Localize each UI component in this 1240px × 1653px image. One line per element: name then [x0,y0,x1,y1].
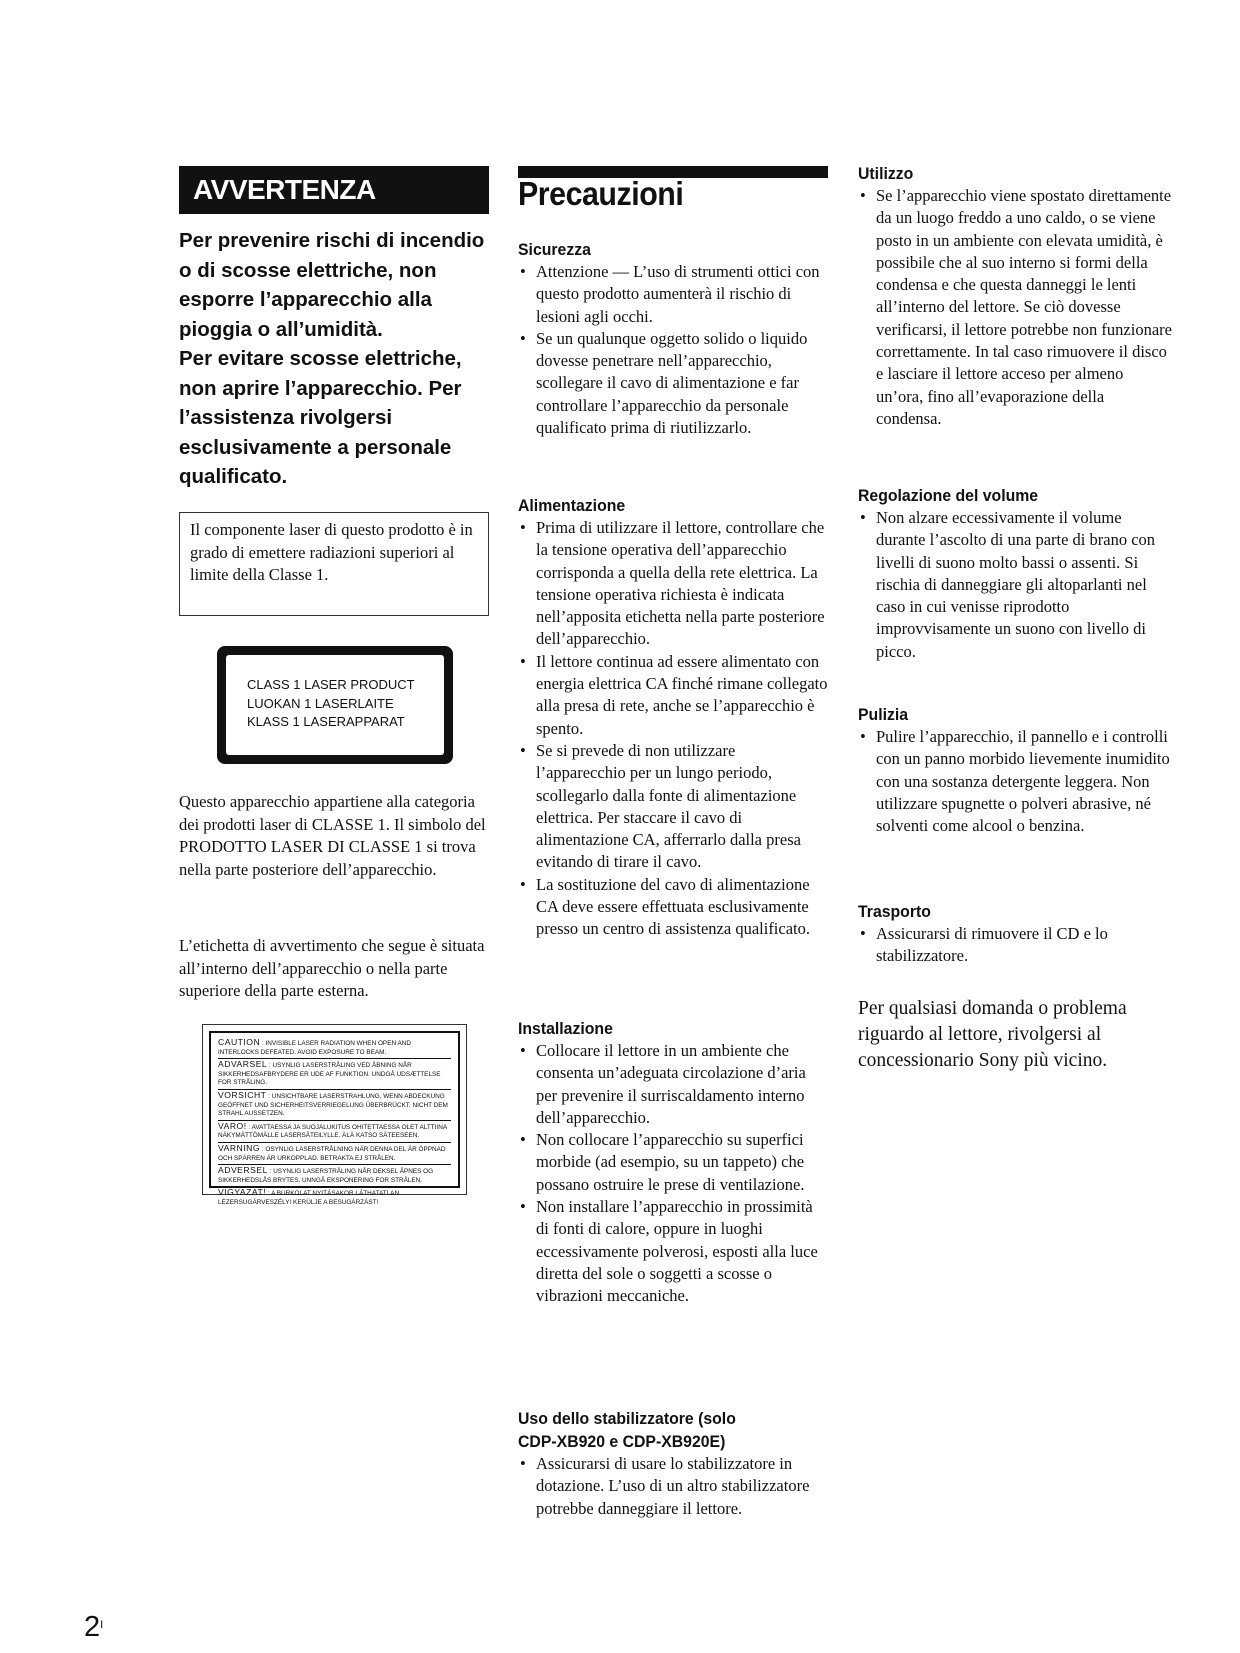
warning-line-1: Per prevenire rischi di incendio o di scosse elettriche, non esporre l’apparecchio alla pioggia o all’umidità. [179,229,485,341]
class1-line-2: LUOKAN 1 LASERLAITE [247,695,394,711]
caution-row: VARO! : AVATTAESSA JA SUOJALUKITUS OHITETTAESSA OLET ALTTIINA NÄKYMÄTTÖMÄLLE LASERSÄTEILYLLE. ÄLÄ KATSO SÄTEESEEN. [218,1122,451,1143]
section-heading: Trasporto [858,902,931,921]
caution-row: CAUTION : INVISIBLE LASER RADIATION WHEN OPEN AND INTERLOCKS DEFEATED. AVOID EXPOSURE TO BEAM. [218,1038,451,1059]
section-sicurezza [518,238,828,439]
section-alimentazione [518,494,828,941]
laser-class-paragraph: Questo apparecchio appartiene alla categoria dei prodotti laser di CLASSE 1. Il simbolo del PRODOTTO LASER DI CLASSE 1 si trova nella parte posteriore dell’apparecchio. [179,792,486,879]
class1-line-3: KLASS 1 LASERAPPARAT [247,714,405,729]
caution-row: ADVERSEL : USYNLIG LASERSTRÅLING NÅR DEKSEL ÅPNES OG SIKKERHEDSLÅS BRYTES. UNNGÅ EKSPONERING FOR STRÅLEN. [218,1166,451,1187]
caution-row: VIGYAZAT! : A BURKOLAT NYITÁSAKOR LÁTHATATLAN LÉZERSUGÁRVESZÉLY! KERÜLJE A BESUGÁRZÁST! [218,1187,400,1206]
section-installazione [518,1017,828,1308]
final-note: Per qualsiasi domanda o problema riguardo al lettore, rivolgersi al concessionario Sony più vicino. [858,998,1127,1071]
section-heading: Uso dello stabilizzatore (solo [518,1409,736,1428]
caution-row: VORSICHT : UNSICHTBARE LASERSTRAHLUNG, WENN ABDECKUNG GEÖFFNET UND SICHERHEITSVERRIEGELUNG ÜBERBRÜCKT. NICHT DEM STRAHL AUSSETZEN. [218,1091,451,1121]
caution-row: VARNING : OSYNLIG LASERSTRÅLNING NÄR DENNA DEL ÄR ÖPPNAD OCH SPÄRREN ÄR URKOPPLAD. BETRAKTA EJ STRÅLEN. [218,1144,451,1165]
list-item: • Assicurarsi di usare lo stabilizzatore in dotazione. L’uso di un altro stabilizzatore potrebbe danneggiare il lettore. [518,1453,828,1520]
warning-title: AVVERTENZA [179,166,489,214]
section-heading: Utilizzo [858,164,914,183]
section-heading: Regolazione del volume [858,486,1039,505]
section-stabilizzatore [518,1407,828,1520]
laser-notice-box: Il componente laser di questo prodotto è in grado di emettere radiazioni superiori al limite della Classe 1. [179,512,489,616]
list-item: • Non collocare l’apparecchio su superfici morbide (ad esempio, su un tappeto) che possano ostruire le prese di ventilazione. [518,1129,828,1196]
list-item: • La sostituzione del cavo di alimentazione CA deve essere effettuata esclusivamente presso un centro di assistenza qualificato. [518,874,828,941]
section-heading: CDP-XB920 e CDP-XB920E) [518,1432,726,1451]
section-trasporto [858,900,1173,968]
section-utilizzo [858,162,1173,430]
caution-row: ADVARSEL : USYNLIG LASERSTRÅLING VED ÅBNING NÅR SIKKERHEDSAFBRYDERE ER UDE AF FUNKTION. UNDGÅ UDSÆTTELSE FOR STRÅLING. [218,1060,451,1090]
section-heading: Pulizia [858,705,909,724]
section-heading: Alimentazione [518,496,626,515]
section-volume [858,484,1173,663]
class1-laser-label [217,646,453,764]
list-item: • Assicurarsi di rimuovere il CD e lo stabilizzatore. [858,923,1173,968]
list-item: • Non alzare eccessivamente il volume durante l’ascolto di una parte di brano con livelli di suono molto bassi o assenti. Si rischia di danneggiare gli altoparlanti nel caso in cui venisse riprodotto improvvisamente un suono con livello di picco. [858,507,1173,663]
page-suffix: I [100,1619,104,1631]
class1-line-1: CLASS 1 LASER PRODUCT [247,677,415,692]
list-item: • Attenzione — L’uso di strumenti ottici con questo prodotto aumenterà il rischio di lesioni agli occhi. [518,261,828,328]
list-item: • Prima di utilizzare il lettore, controllare che la tensione operativa dell’apparecchio corrisponda a quella della rete elettrica. La tensione operativa richiesta è indicata nell’apposita etichetta nella parte posteriore dell’apparecchio. [518,517,828,651]
page-number: $2^I$ [84,1611,104,1643]
list-item: • Se l’apparecchio viene spostato direttamente da un luogo freddo a uno caldo, o se viene posto in un ambiente con elevata umidità, è possibile che al suo interno si formi della condensa e che questa danneggi le lenti all’interno del lettore. Se ciò dovesse verificarsi, il lettore potrebbe non funzionare correttamente. In tal caso rimuovere il disco e lasciare il lettore acceso per almeno un’ora, fino all’evaporazione della condensa. [858,185,1173,430]
section-heading: Installazione [518,1019,613,1038]
precautions-title: Precauzioni [518,175,684,212]
label-location-paragraph: L’etichetta di avvertimento che segue è situata all’interno dell’apparecchio o nella parte superiore della parte esterna. [179,936,485,1000]
section-heading: Sicurezza [518,240,591,259]
list-item: • Collocare il lettore in un ambiente che consenta un’adeguata circolazione d’aria per prevenire il surriscaldamento interno dell’apparecchio. [518,1040,828,1129]
list-item: • Pulire l’apparecchio, il pannello e i controlli con un panno morbido lievemente inumidito con una sostanza detergente leggera. Non utilizzare spugnette o polveri abrasive, né solventi come alcool o benzina. [858,726,1173,837]
list-item: • Non installare l’apparecchio in prossimità di fonti di calore, oppure in luoghi eccessivamente polverosi, esposti alla luce diretta del sole o soggetti a scosse o vibrazioni meccaniche. [518,1196,828,1307]
caution-label [202,1024,467,1206]
list-item: • Se si prevede di non utilizzare l’apparecchio per un lungo periodo, scollegarlo dalla fonte di alimentazione elettrica. Per staccare il cavo di alimentazione CA, afferrarlo dalla presa evitando di tirare il cavo. [518,740,828,874]
list-item: • Il lettore continua ad essere alimentato con energia elettrica CA finché rimane collegato alla presa di rete, anche se l’apparecchio è spento. [518,651,828,740]
section-pulizia [858,703,1173,837]
warning-bold-text [179,226,489,492]
warning-line-2: Per evitare scosse elettriche, non aprire l’apparecchio. Per l’assistenza rivolgersi esclusivamente a personale qualificato. [179,347,462,488]
list-item: • Se un qualunque oggetto solido o liquido dovesse penetrare nell’apparecchio, scollegare il cavo di alimentazione e far controllare l’apparecchio da personale qualificato prima di riutilizzarlo. [518,328,828,439]
